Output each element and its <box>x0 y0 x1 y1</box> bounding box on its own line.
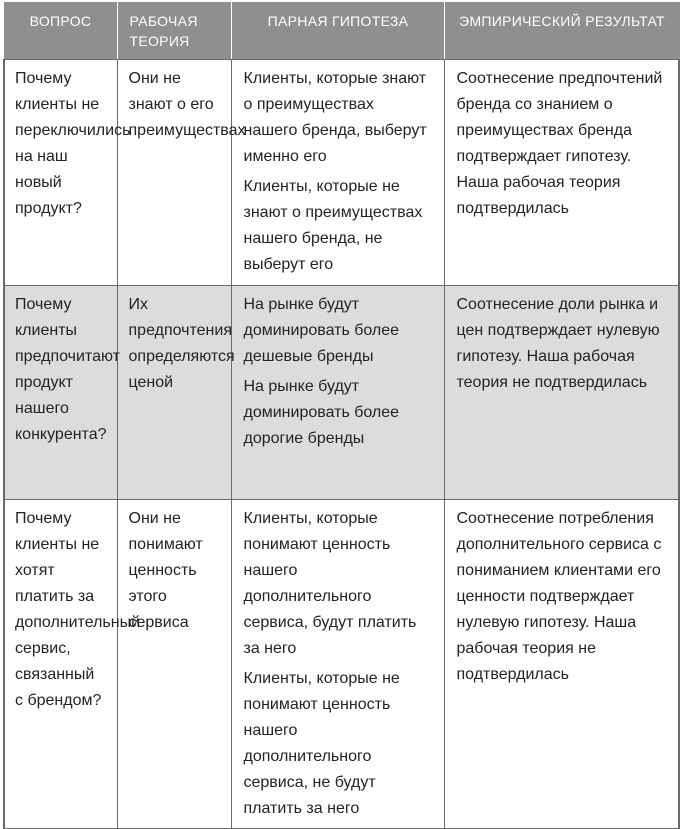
hypothesis-cell <box>231 286 444 500</box>
question-cell: Почему клиенты предпочитают продукт нашего конкурента? <box>4 286 117 500</box>
header-row <box>4 2 679 60</box>
table-row <box>4 286 679 500</box>
header-empirical-result: ЭМПИРИЧЕСКИЙ РЕЗУЛЬТАТ <box>444 2 679 60</box>
hypothesis-text: На рынке будут доминировать более дешевые бренды <box>243 296 400 365</box>
header-working-theory: РАБОЧАЯ ТЕОРИЯ <box>117 2 231 60</box>
hypothesis-table <box>3 2 680 829</box>
result-cell: Соотнесение доли рынка и цен подтверждает нулевую гипотезу. Наша рабочая теория не подтвердилась <box>444 286 679 500</box>
table-row <box>4 500 679 829</box>
hypothesis-cell <box>231 500 444 829</box>
table-header <box>4 2 679 60</box>
theory-cell: Они не понимают ценность этого сервиса <box>117 500 231 829</box>
theory-cell: Их предпочтения определяются ценой <box>117 286 231 500</box>
header-paired-hypothesis: ПАРНАЯ ГИПОТЕЗА <box>231 2 444 60</box>
table-body <box>4 60 679 829</box>
question-cell: Почему клиенты не хотят платить за дополнительный сервис, связанный с брендом? <box>4 500 117 829</box>
table-row <box>4 60 679 286</box>
hypothesis-text: Клиенты, которые понимают ценность нашего дополнительного сервиса, будут платить за него <box>243 510 417 657</box>
result-cell: Соотнесение предпочтений бренда со знанием о преимуществах бренда подтверждает гипотезу. Наша рабочая теория подтвердилась <box>444 60 679 286</box>
hypothesis-cell <box>231 60 444 286</box>
result-cell: Соотнесение потребления дополнительного сервиса с пониманием клиентами его ценности подтверждает нулевую гипотезу. Наша рабочая теория не подтвердилась <box>444 500 679 829</box>
null-hypothesis-text: На рынке будут доминировать более дорогие бренды <box>243 378 400 447</box>
question-cell: Почему клиенты не переключились на наш новый продукт? <box>4 60 117 286</box>
hypothesis-text: Клиенты, которые знают о преимуществах нашего бренда, выберут именно его <box>243 70 427 165</box>
null-hypothesis-text: Клиенты, которые не понимают ценность нашего дополнительного сервиса, не будут платить за него <box>243 670 400 817</box>
null-hypothesis-text: Клиенты, которые не знают о преимуществах нашего бренда, не выберут его <box>243 178 423 273</box>
theory-cell: Они не знают о его преимуществах <box>117 60 231 286</box>
header-question: ВОПРОС <box>4 2 117 60</box>
